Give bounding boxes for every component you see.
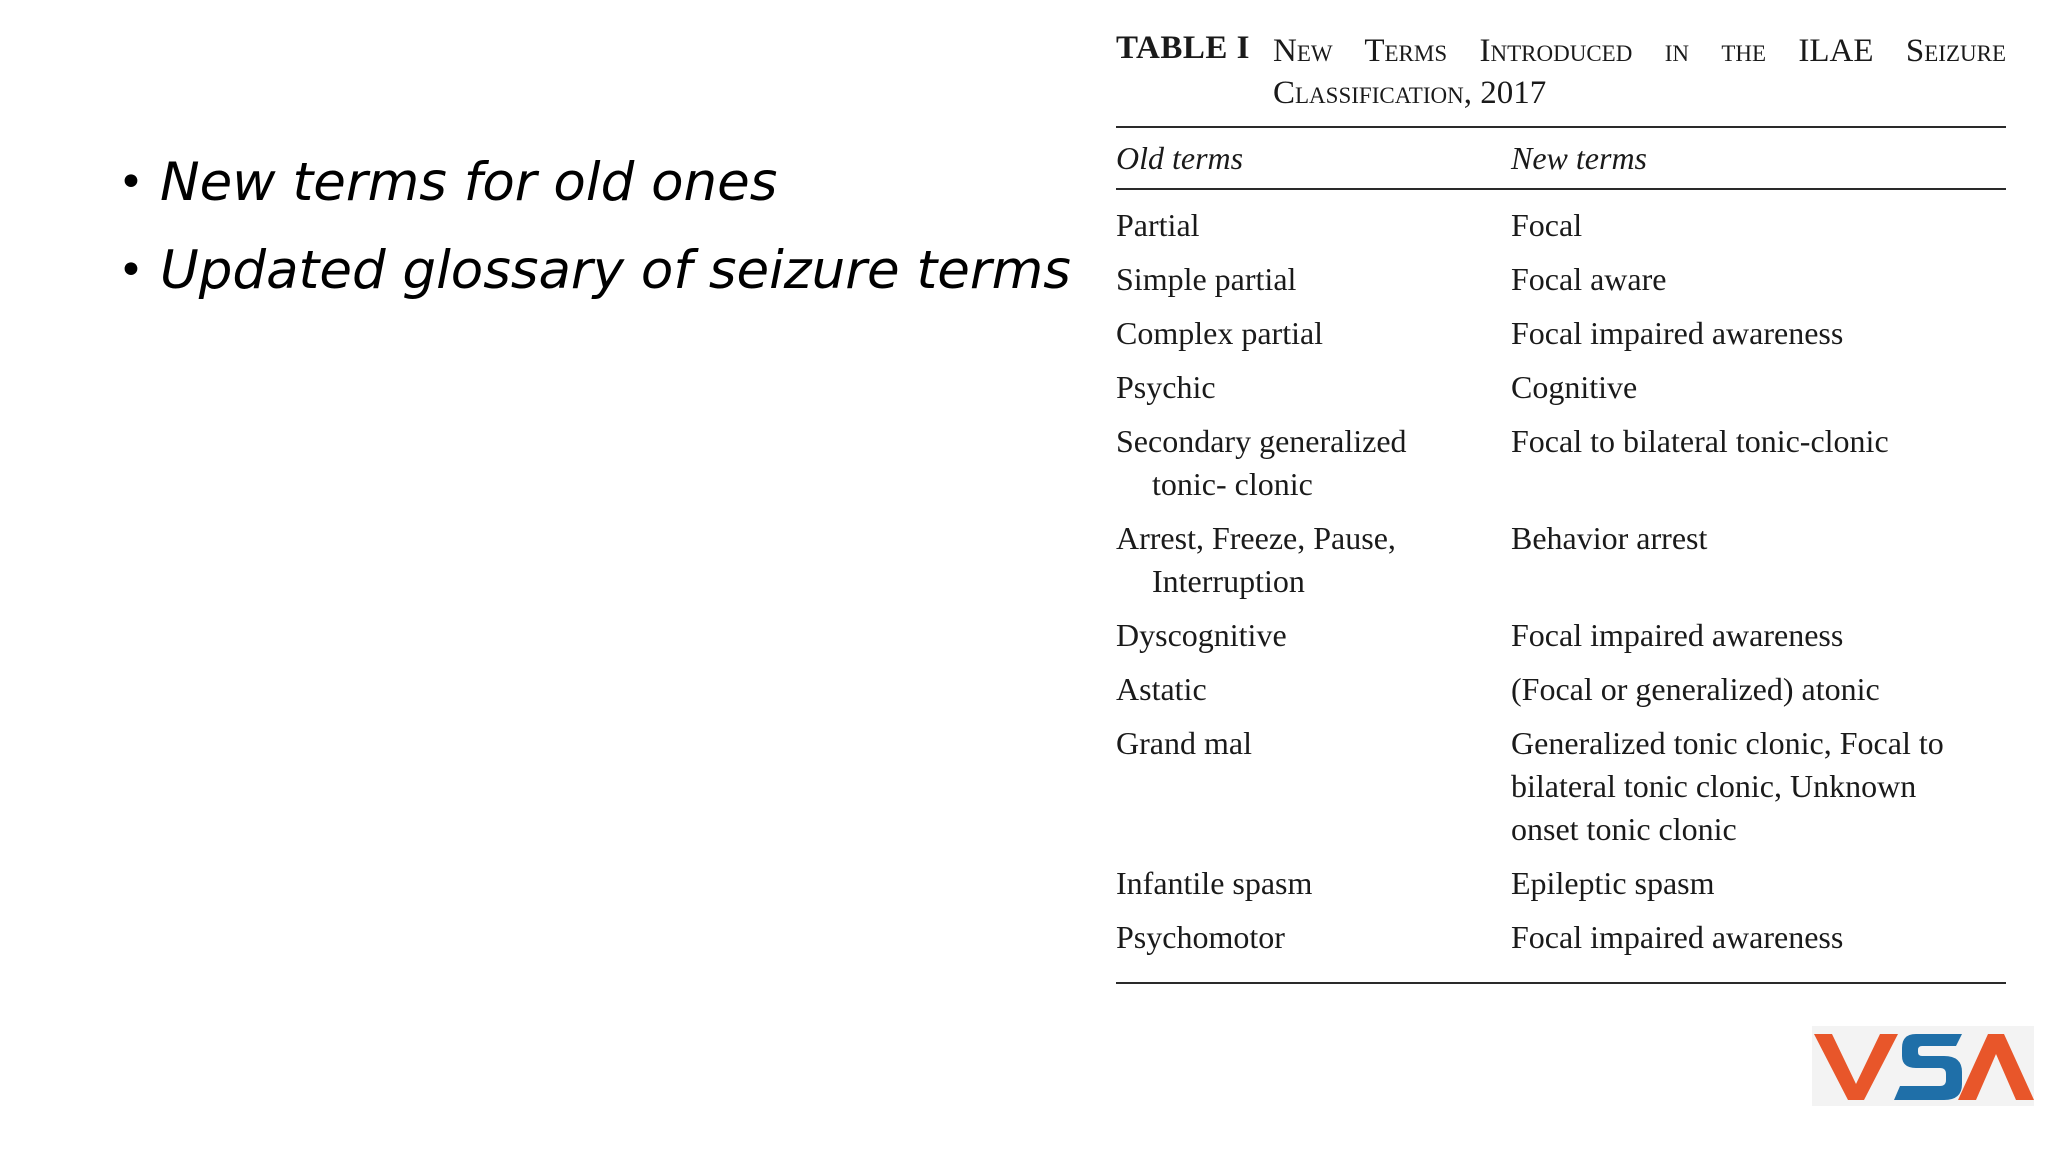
- new-term-cell: [1511, 668, 2006, 711]
- new-term-cell: [1511, 366, 2006, 409]
- table-title-line-2: Classification, 2017: [1273, 75, 1547, 111]
- table-bottom-rule: [1116, 982, 2006, 984]
- new-term-text: Cognitive: [1511, 369, 1638, 405]
- header-old-terms: Old terms: [1116, 140, 1244, 176]
- table-title: [1273, 30, 2006, 114]
- bullet-item: [118, 236, 1071, 324]
- table-row: [1116, 366, 2006, 409]
- new-term-text: Focal impaired awareness: [1511, 919, 1844, 955]
- new-term-cell: [1511, 312, 2006, 355]
- old-term-cell: [1116, 420, 1511, 506]
- old-term-text: Grand mal: [1116, 725, 1252, 761]
- old-term-cell: [1116, 258, 1511, 301]
- table-label: TABLE I: [1116, 30, 1251, 66]
- old-term-text: Infantile spasm: [1116, 865, 1313, 901]
- new-term-text: Focal impaired awareness: [1511, 617, 1844, 653]
- old-term-text: Psychomotor: [1116, 919, 1285, 955]
- table-row: [1116, 420, 2006, 506]
- table-row: [1116, 722, 2006, 851]
- logo-letter-s: [1894, 1034, 1962, 1100]
- new-term-text: bilateral tonic clonic, Unknown: [1511, 768, 1917, 804]
- old-term-cell: [1116, 517, 1511, 603]
- header-new-terms: New terms: [1511, 140, 1647, 176]
- new-term-cell: [1511, 862, 2006, 905]
- new-term-text: Focal: [1511, 207, 1583, 243]
- table-row: [1116, 312, 2006, 355]
- logo-letter-a: [1958, 1034, 2034, 1100]
- bullet-text: Updated glossary of seizure terms: [160, 240, 1071, 301]
- old-term-text: Dyscognitive: [1116, 617, 1287, 653]
- logo-letter-v: [1814, 1034, 1898, 1100]
- table-body: [1116, 190, 2006, 982]
- new-term-cell: [1511, 916, 2006, 959]
- new-term-text: Focal to bilateral tonic-clonic: [1511, 423, 1889, 459]
- old-term-cell: [1116, 366, 1511, 409]
- bullet-text: New terms for old ones: [160, 152, 778, 213]
- bullet-list: [118, 148, 1071, 324]
- new-term-text: Focal aware: [1511, 261, 1667, 297]
- bullet-item: [118, 148, 1071, 236]
- table-row: [1116, 614, 2006, 657]
- table-row: [1116, 862, 2006, 905]
- new-term-text: onset tonic clonic: [1511, 811, 1737, 847]
- table-row: [1116, 258, 2006, 301]
- old-term-cell: [1116, 312, 1511, 355]
- new-term-cell: [1511, 722, 2006, 851]
- new-term-text: (Focal or generalized) atonic: [1511, 671, 1880, 707]
- new-term-text: Behavior arrest: [1511, 520, 1708, 556]
- old-term-cell: [1116, 204, 1511, 247]
- table-header-row: [1116, 128, 2006, 188]
- table-row: [1116, 668, 2006, 711]
- old-term-cell: [1116, 668, 1511, 711]
- old-term-text: Partial: [1116, 207, 1200, 243]
- new-term-text: Generalized tonic clonic, Focal to: [1511, 725, 1944, 761]
- table-row: [1116, 916, 2006, 959]
- bullet-glyph: •: [118, 245, 144, 296]
- new-term-cell: [1511, 420, 2006, 463]
- old-term-cell: [1116, 862, 1511, 905]
- new-term-cell: [1511, 258, 2006, 301]
- old-term-text: Psychic: [1116, 369, 1216, 405]
- new-term-cell: [1511, 517, 2006, 560]
- new-term-cell: [1511, 614, 2006, 657]
- bullet-glyph: •: [118, 157, 144, 208]
- seizure-terms-table: [1116, 30, 2006, 984]
- table-title-line-1: New Terms Introduced in the ILAE Seizure: [1273, 33, 2006, 69]
- new-term-text: Epileptic spasm: [1511, 865, 1715, 901]
- table-row: [1116, 517, 2006, 603]
- old-term-text: Simple partial: [1116, 261, 1297, 297]
- old-term-text: Astatic: [1116, 671, 1207, 707]
- old-term-text: Complex partial: [1116, 315, 1324, 351]
- old-term-cell: [1116, 614, 1511, 657]
- new-term-cell: [1511, 204, 2006, 247]
- old-term-text: tonic- clonic: [1152, 466, 1313, 502]
- old-term-cell: [1116, 722, 1511, 765]
- old-term-text: Arrest, Freeze, Pause,: [1116, 520, 1396, 556]
- new-term-text: Focal impaired awareness: [1511, 315, 1844, 351]
- old-term-text: Secondary generalized: [1116, 423, 1407, 459]
- vsa-logo-mark: [1812, 1026, 2034, 1106]
- old-term-text: Interruption: [1152, 563, 1305, 599]
- logo-text: VSA: [1812, 1026, 1815, 1027]
- table-row: [1116, 204, 2006, 247]
- vsa-logo: [1812, 1026, 2034, 1106]
- old-term-cell: [1116, 916, 1511, 959]
- table-caption: [1116, 30, 2006, 126]
